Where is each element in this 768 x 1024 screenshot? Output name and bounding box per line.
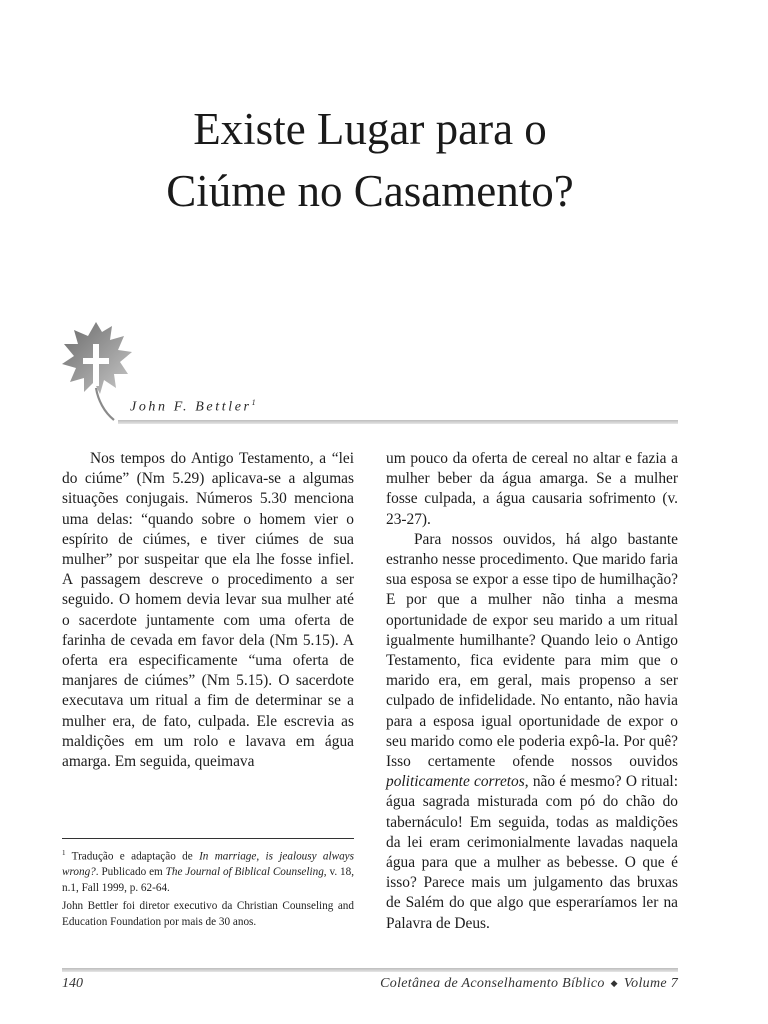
right-paragraph-2-emphasis: politicamente corretos — [386, 773, 525, 791]
title-line-2: Ciúme no Casamento? — [166, 166, 574, 216]
right-paragraph-2-end: , não é mesmo? O ritual: água sagrada misturada com pó do chão do tabernáculo! Em seguida, todas as maldições da lei eram cerimonialmente lavadas naquela água para que a mulher as bebesse. O que é isso? Parece mais um julgamento das bruxas de Salém do que algo que esperaríamos ler na Palavra de Deus. — [386, 773, 678, 932]
right-paragraph-1: um pouco da oferta de cereal no altar e fazia a mulher beber da água amarga. Se a mulher fosse culpada, a água causaria sofrimento (v. 23-27). — [386, 450, 678, 528]
right-paragraph-2 — [386, 530, 678, 934]
right-paragraph-2-start: Para nossos ouvidos, há algo bastante estranho nesse procedimento. Que marido faria sua esposa se expor a esse tipo de humilhação? E por que a mulher não tinha a mesma oportunidade de expor seu marido a um ritual igualmente humilhante? Quando leio o Antigo Testamento, fica evidente para mim que o marido era, em geral, mais propenso a ser culpado de infidelidade. No entanto, não havia para a esposa igual oportunidade de expor o seu marido como ele poderia expô-la. Por quê? Isso certamente ofende nossos ouvidos — [386, 530, 678, 771]
footnotes — [62, 846, 354, 933]
right-column — [386, 449, 678, 934]
footnote-1-text-a: Tradução e adaptação de — [65, 850, 200, 863]
footnote-1-journal: The Journal of Biblical Counseling — [165, 866, 324, 879]
footnote-1-text-c: , v. 18, n.1, Fall 1999, p. 62-64. — [62, 866, 354, 894]
publication-name: Coletânea de Aconselhamento Bíblico — [380, 976, 605, 991]
author-name: John F. Bettler — [130, 399, 252, 415]
page-number: 140 — [62, 976, 83, 991]
running-footer — [380, 976, 678, 992]
left-column — [62, 449, 354, 772]
footer-rule — [62, 968, 678, 972]
footnote-1-source-title: In marriage, is jealousy always wrong? — [62, 850, 354, 879]
author-bio: John Bettler foi diretor executivo da Christian Counseling and Education Foundation por mais de 30 anos. — [62, 900, 354, 928]
footnote-1-text-b: . Publicado em — [95, 866, 166, 879]
article-title — [0, 98, 740, 222]
footnote-1-mark: 1 — [62, 849, 66, 857]
left-paragraph: Nos tempos do Antigo Testamento, a “lei do ciúme” (Nm 5.29) aplicava-se a algumas situações conjugais. Números 5.30 menciona uma delas: “quando sobre o homem vier o espírito de ciúmes, e tiver ciúmes de sua mulher” por suspeitar que ela lhe fosse infiel. A passagem descreve o procedimento a ser seguido. O homem devia levar sua mulher até o sacerdote juntamente com uma oferta de farinha de cevada em favor dela (Nm 5.15). A oferta era especificamente “uma oferta de manjares de ciúmes” (Nm 5.15). O sacerdote executava um ritual a fim de determinar se a mulher era, de fato, culpada. Ele escrevia as maldições em um rolo e lavava em água amarga. Em seguida, queimava — [62, 450, 354, 771]
leaf-cross-logo-icon — [56, 318, 136, 424]
diamond-separator-icon: ◆ — [610, 978, 618, 988]
author-footnote-mark: 1 — [251, 398, 256, 407]
footnote-rule — [62, 838, 354, 839]
volume-label: Volume 7 — [623, 976, 678, 991]
author-byline — [130, 398, 256, 416]
header-rule — [118, 420, 678, 424]
footnote-1 — [62, 846, 354, 896]
title-line-1: Existe Lugar para o — [193, 104, 547, 154]
